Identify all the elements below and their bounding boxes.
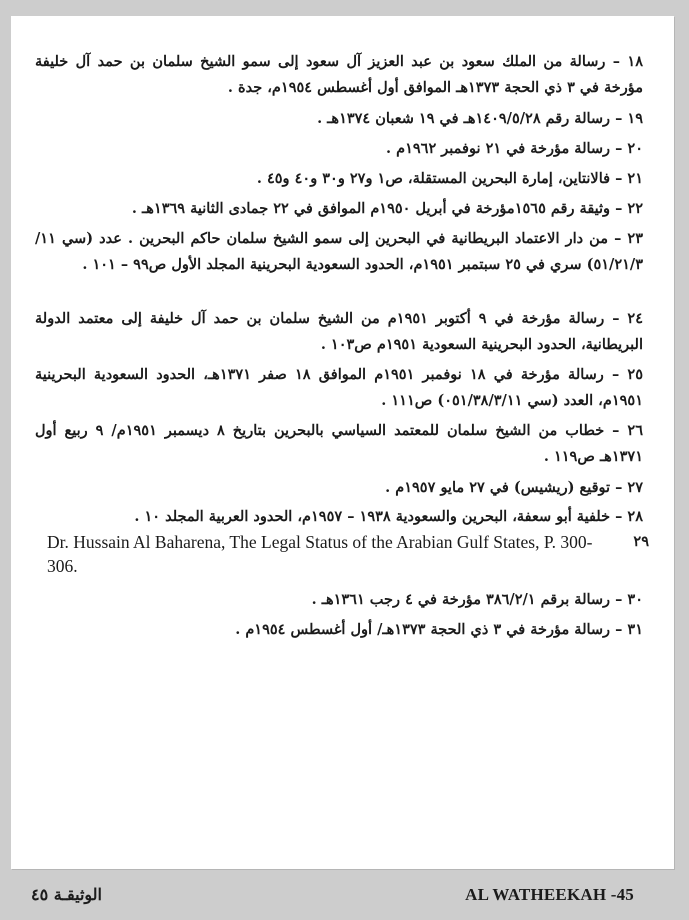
endnote-text: من دار الاعتماد البريطانية في البحرين إلى سمو الشيخ سلمان حاكم البحرين . عدد (سي ١١/ ٥١/٢١/٣) سري في ٢٥ سبتمبر ١٩٥١م، الحدود السعودية البحرينية المجلد الأول ص٩٩ – ١٠١ . [35,230,643,273]
endnote-number: ٢٥ [627,366,643,383]
endnote-text: رسالة من الملك سعود بن عبد العزيز آل سعود إلى سمو الشيخ سلمان بن حمد آل خليفة مؤرخة في ٣ ذي الحجة ١٣٧٣هـ الموافق أول أغسطس ١٩٥٤م، جدة . [35,53,643,96]
footer-journal-page-label: AL WATHEEKAH -45 [465,885,634,904]
endnote-26: ٢٦ – خطاب من الشيخ سلمان للمعتمد السياسي بالبحرين بتاريخ ٨ ديسمبر ١٩٥١م/ ٩ ربيع أول ١٣٧١هـ ص١١٩ . [35,422,643,465]
endnote-22: ٢٢ – وثيقة رقم ١٥٦٥مؤرخة في أبريل ١٩٥٠م الموافق في ٢٢ جمادى الثانية ١٣٦٩هـ . [131,200,643,217]
endnote-text: فالانتاين، إمارة البحرين المستقلة، ص١ و٢٧ و٣٠ و٤٠ و٤٥ . [256,170,611,187]
endnote-number: ١٩ [627,110,643,127]
endnote-number: ٢٠ [627,140,643,157]
endnote-number: ٢٣ [627,230,643,247]
endnote-text: خطاب من الشيخ سلمان للمعتمد السياسي بالبحرين بتاريخ ٨ ديسمبر ١٩٥١م/ ٩ ربيع أول ١٣٧١هـ ص١١٩ . [35,422,643,465]
endnote-24: ٢٤ – رسالة مؤرخة في ٩ أكتوبر ١٩٥١م من الشيخ سلمان بن حمد آل خليفة إلى معتمد الدولة البريطانية، الحدود البحرينية السعودية ١٩٥١م ص١٠٣ . [35,310,643,353]
endnote-19: ١٩ – رسالة رقم ١٤٠٩/٥/٢٨هـ في ١٩ شعبان ١٣٧٤هـ . [317,110,643,127]
endnote-text: رسالة مؤرخة في ١٨ نوفمبر ١٩٥١م الموافق ١٨ صفر ١٣٧١هـ، الحدود السعودية البحرينية ١٩٥١م، العدد (سي ٠٥١/٣٨/٣/١١) ص١١١ . [35,366,643,409]
endnote-number: ١٨ [627,53,643,70]
endnote-text: رسالة برقم ٣٨٦/٢/١ مؤرخة في ٤ رجب ١٣٦١هـ . [311,591,611,608]
endnote-30: ٣٠ – رسالة برقم ٣٨٦/٢/١ مؤرخة في ٤ رجب ١٣٦١هـ . [311,591,643,608]
endnote-text: خلفية أبو سعفة، البحرين والسعودية ١٩٣٨ – ١٩٥٧م، الحدود العربية المجلد ١٠ . [134,508,611,525]
endnotes-list [11,16,674,869]
endnote-28: ٢٨ – خلفية أبو سعفة، البحرين والسعودية ١٩٣٨ – ١٩٥٧م، الحدود العربية المجلد ١٠ . [134,508,643,525]
endnote-number: ٣٠ [627,591,643,608]
endnote-text: رسالة مؤرخة في ٢١ نوفمبر ١٩٦٢م . [386,140,611,157]
endnote-20: ٢٠ – رسالة مؤرخة في ٢١ نوفمبر ١٩٦٢م . [386,140,643,157]
endnote-27: ٢٧ – توقيع (ريشيس) في ٢٧ مايو ١٩٥٧م . [385,479,643,496]
endnote-number: ٣١ [627,621,643,638]
footer-arabic-page-label: الوثيقـة ٤٥ [31,885,102,904]
endnote-text: توقيع (ريشيس) في ٢٧ مايو ١٩٥٧م . [385,479,611,496]
endnote-25: ٢٥ – رسالة مؤرخة في ١٨ نوفمبر ١٩٥١م الموافق ١٨ صفر ١٣٧١هـ، الحدود السعودية البحرينية ١٩٥١م، العدد (سي ٠٥١/٣٨/٣/١١) ص١١١ . [35,366,643,409]
endnote-31: ٣١ – رسالة مؤرخة في ٣ ذي الحجة ١٣٧٣هـ/ أول أغسطس ١٩٥٤م . [235,621,643,638]
endnote-18: ١٨ – رسالة من الملك سعود بن عبد العزيز آل سعود إلى سمو الشيخ سلمان بن حمد آل خليفة مؤرخة في ٣ ذي الحجة ١٣٧٣هـ الموافق أول أغسطس ١٩٥٤م، جدة . [35,53,643,96]
endnote-text: Dr. Hussain Al Baharena, The Legal Status of the Arabian Gulf States, P. 300-306. [47,532,593,576]
endnote-number: ٢٢ [627,200,643,217]
endnote-23: ٢٣ – من دار الاعتماد البريطانية في البحرين إلى سمو الشيخ سلمان حاكم البحرين . عدد (سي ١١/ ٥١/٢١/٣) سري في ٢٥ سبتمبر ١٩٥١م، الحدود السعودية البحرينية المجلد الأول ص٩٩ – ١٠١ . [35,230,643,273]
endnote-number: ٢٨ [627,508,643,525]
endnote-number: ٢٩ [633,533,649,550]
endnote-21: ٢١ – فالانتاين، إمارة البحرين المستقلة، ص١ و٢٧ و٣٠ و٤٠ و٤٥ . [256,170,643,187]
endnote-text: رسالة رقم ١٤٠٩/٥/٢٨هـ في ١٩ شعبان ١٣٧٤هـ . [317,110,611,127]
page-footer [11,869,674,920]
endnote-number: ٢٦ [627,422,643,439]
endnote-number: ٢٤ [627,310,643,327]
endnote-text: رسالة مؤرخة في ٩ أكتوبر ١٩٥١م من الشيخ سلمان بن حمد آل خليفة إلى معتمد الدولة البريطانية، الحدود البحرينية السعودية ١٩٥١م ص١٠٣ . [35,310,643,353]
endnote-text: رسالة مؤرخة في ٣ ذي الحجة ١٣٧٣هـ/ أول أغسطس ١٩٥٤م . [235,621,611,638]
endnote-number: ٢١ [627,170,643,187]
endnote-29 [47,530,647,578]
endnote-number: ٢٧ [627,479,643,496]
document-page [11,16,674,869]
endnote-text: وثيقة رقم ١٥٦٥مؤرخة في أبريل ١٩٥٠م الموافق في ٢٢ جمادى الثانية ١٣٦٩هـ . [131,200,611,217]
